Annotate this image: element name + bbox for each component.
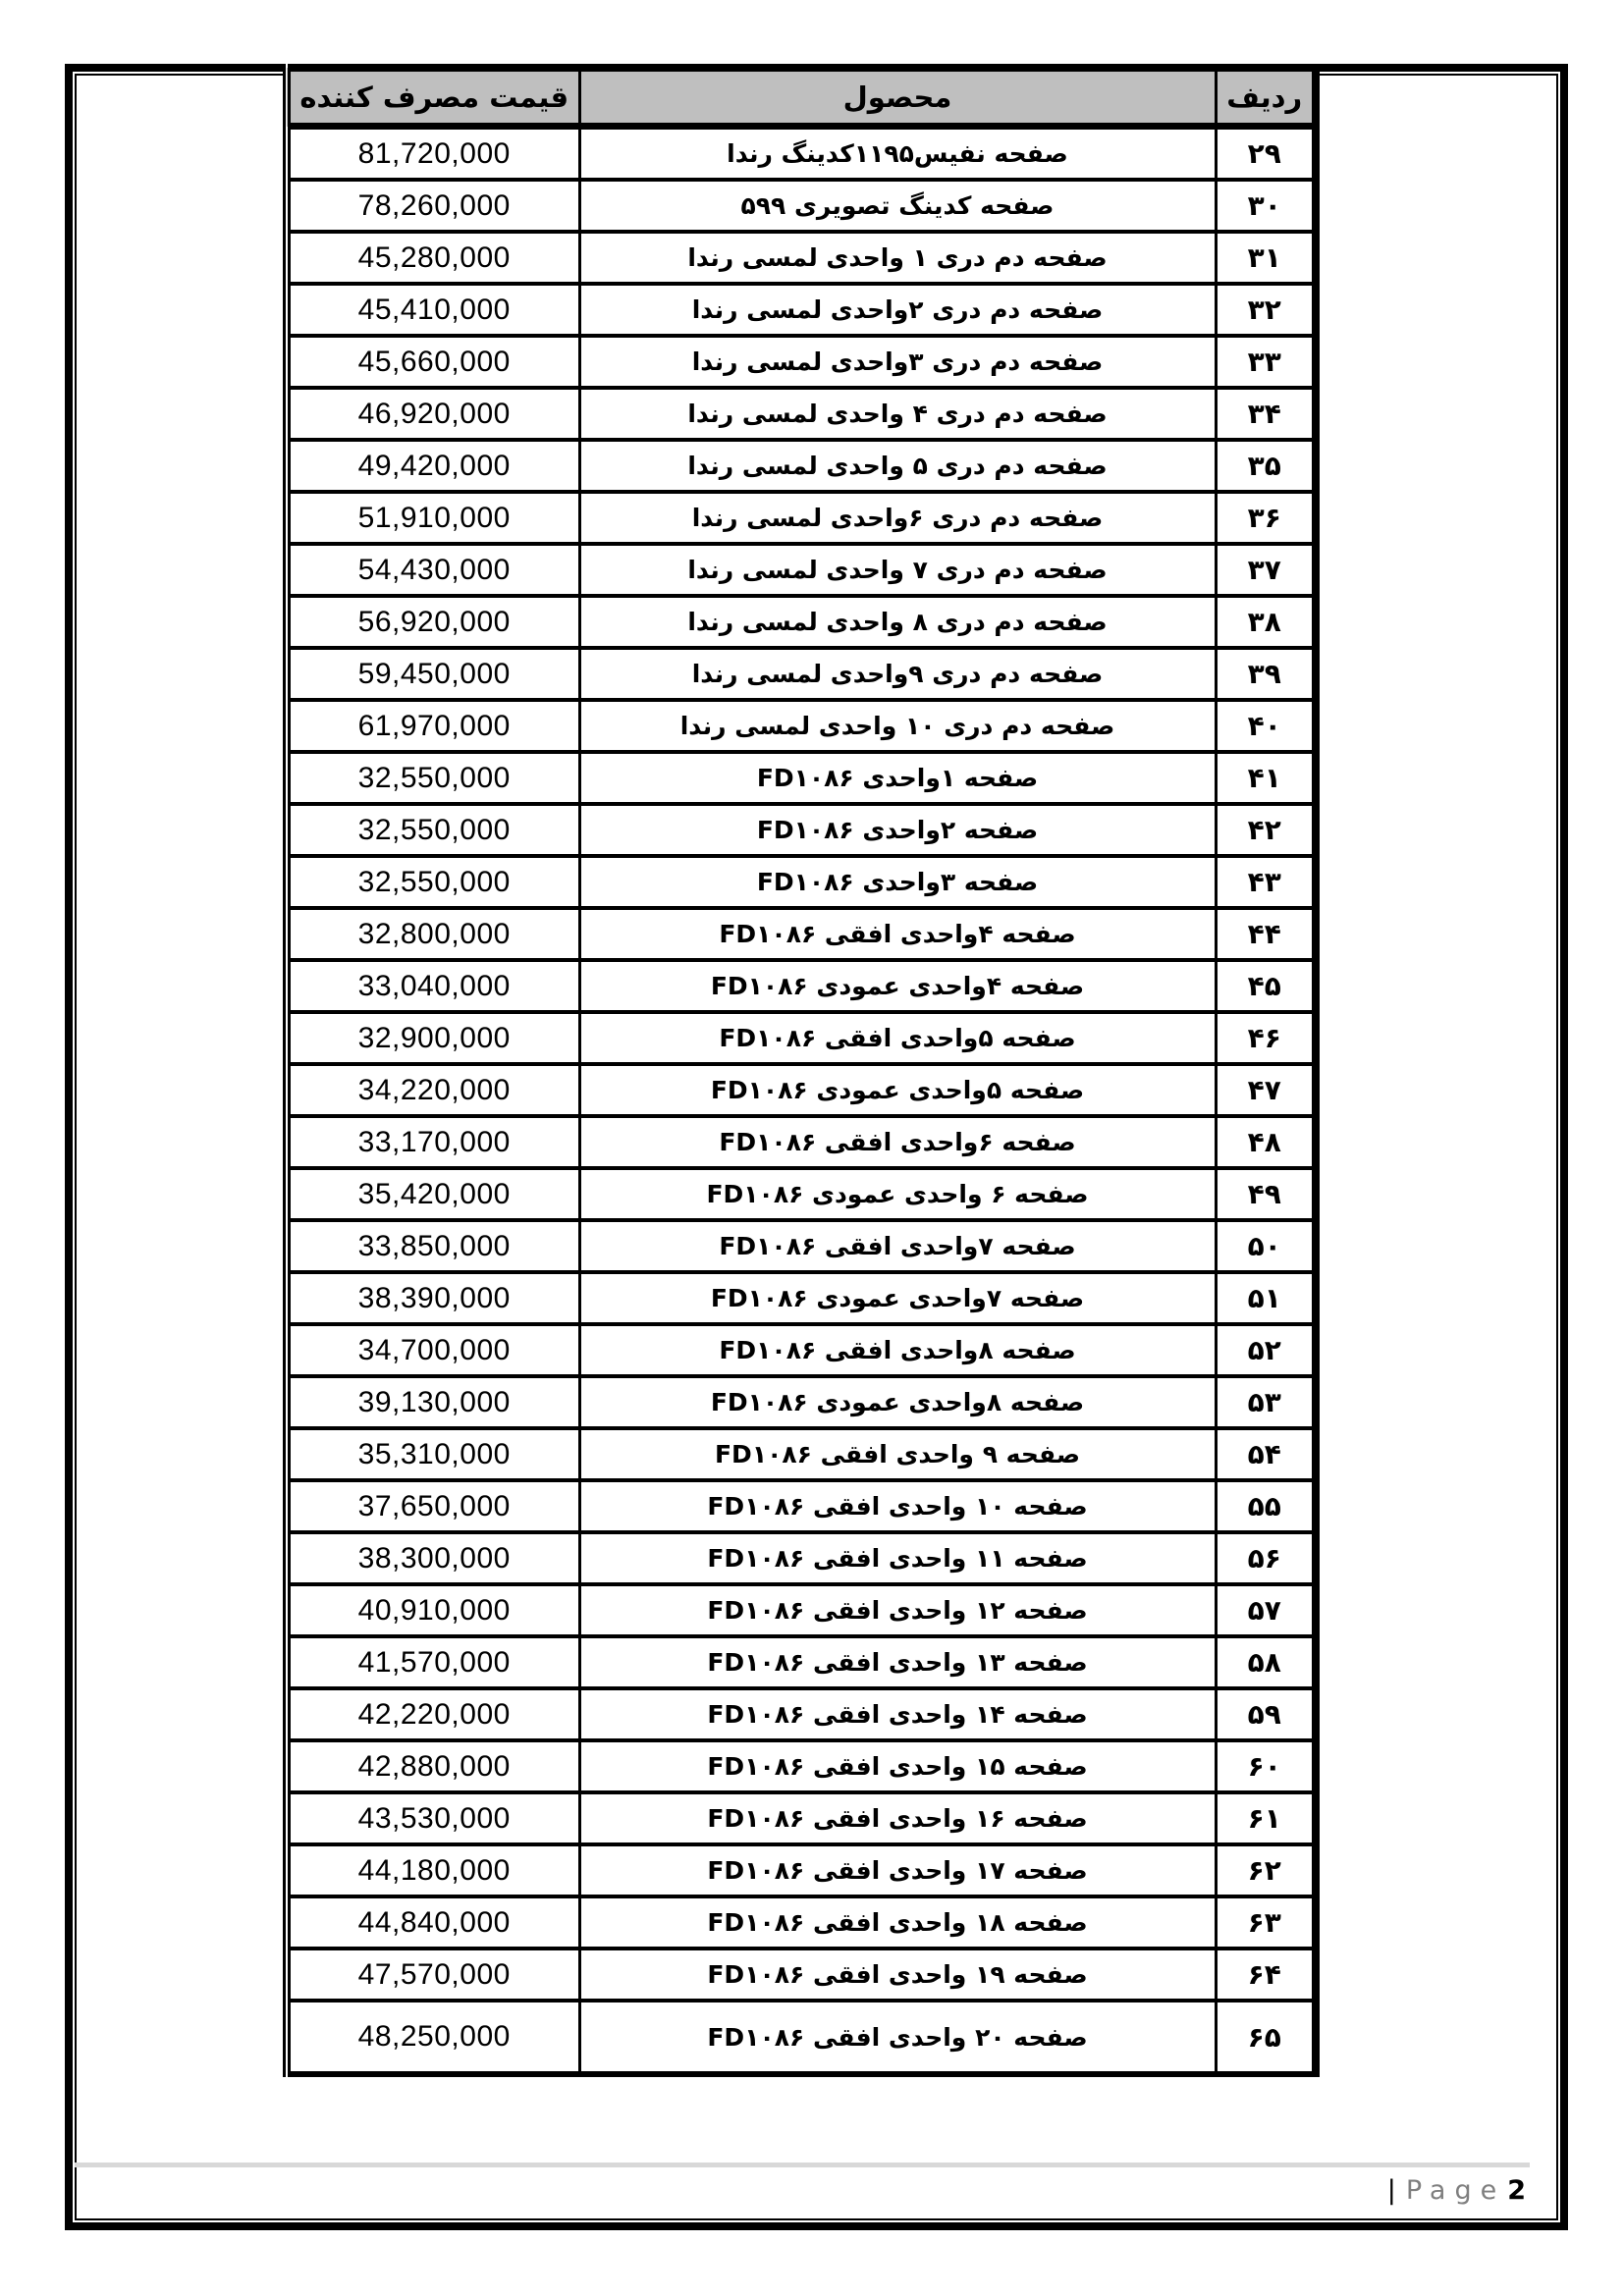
table-row [287, 908, 1316, 960]
product-name-cell: صفحه ۱۱ واحدی افقی FD۱۰۸۶ [579, 1532, 1216, 1584]
consumer-price-cell: 47,570,000 [287, 1949, 579, 2001]
row-number-cell: ۵۹ [1216, 1688, 1316, 1740]
row-number-cell: ۵۴ [1216, 1428, 1316, 1480]
table-row [287, 1896, 1316, 1949]
table-row [287, 1636, 1316, 1688]
row-number-cell: ۴۶ [1216, 1012, 1316, 1064]
table-row [287, 752, 1316, 804]
product-name-cell: صفحه ۱۵ واحدی افقی FD۱۰۸۶ [579, 1740, 1216, 1792]
row-number-cell: ۳۶ [1216, 492, 1316, 544]
consumer-price-cell: 78,260,000 [287, 180, 579, 232]
product-name-cell: صفحه ۶واحدی افقی FD۱۰۸۶ [579, 1116, 1216, 1168]
row-number-cell: ۴۹ [1216, 1168, 1316, 1220]
row-number-cell: ۶۰ [1216, 1740, 1316, 1792]
product-name-cell: صفحه دم دری ۶واحدی لمسی رندا [579, 492, 1216, 544]
consumer-price-cell: 51,910,000 [287, 492, 579, 544]
row-number-cell: ۵۸ [1216, 1636, 1316, 1688]
table-row [287, 1012, 1316, 1064]
row-number-cell: ۴۸ [1216, 1116, 1316, 1168]
product-name-cell: صفحه دم دری ۳واحدی لمسی رندا [579, 336, 1216, 388]
consumer-price-cell: 34,700,000 [287, 1324, 579, 1376]
product-name-cell: صفحه دم دری ۵ واحدی لمسی رندا [579, 440, 1216, 492]
consumer-price-cell: 33,850,000 [287, 1220, 579, 1272]
table-row [287, 1740, 1316, 1792]
header-row-number: ردیف [1216, 68, 1316, 127]
table-row [287, 1324, 1316, 1376]
consumer-price-cell: 45,280,000 [287, 232, 579, 284]
row-number-cell: ۳۳ [1216, 336, 1316, 388]
footer-page-label: Page [1405, 2175, 1506, 2206]
product-name-cell: صفحه کدینگ تصویری ۵۹۹ [579, 180, 1216, 232]
row-number-cell: ۳۵ [1216, 440, 1316, 492]
product-name-cell: صفحه ۸واحدی عمودی FD۱۰۸۶ [579, 1376, 1216, 1428]
row-number-cell: ۴۵ [1216, 960, 1316, 1012]
consumer-price-cell: 32,800,000 [287, 908, 579, 960]
table-header-row [287, 68, 1316, 127]
table-row [287, 700, 1316, 752]
table-row [287, 1584, 1316, 1636]
product-name-cell: صفحه ۱۹ واحدی افقی FD۱۰۸۶ [579, 1949, 1216, 2001]
consumer-price-cell: 44,840,000 [287, 1896, 579, 1949]
row-number-cell: ۳۹ [1216, 648, 1316, 700]
row-number-cell: ۴۱ [1216, 752, 1316, 804]
product-name-cell: صفحه ۴واحدی عمودی FD۱۰۸۶ [579, 960, 1216, 1012]
consumer-price-cell: 48,250,000 [287, 2001, 579, 2074]
product-name-cell: صفحه ۲واحدی FD۱۰۸۶ [579, 804, 1216, 856]
table-row [287, 1376, 1316, 1428]
row-number-cell: ۴۲ [1216, 804, 1316, 856]
row-number-cell: ۳۴ [1216, 388, 1316, 440]
product-name-cell: صفحه ۱۴ واحدی افقی FD۱۰۸۶ [579, 1688, 1216, 1740]
row-number-cell: ۳۸ [1216, 596, 1316, 648]
table-row [287, 440, 1316, 492]
page-footer [1387, 2171, 1526, 2211]
row-number-cell: ۴۴ [1216, 908, 1316, 960]
table-row [287, 1532, 1316, 1584]
table-row [287, 180, 1316, 232]
consumer-price-cell: 56,920,000 [287, 596, 579, 648]
footer-divider [75, 2163, 1530, 2167]
product-name-cell: صفحه ۱۳ واحدی افقی FD۱۰۸۶ [579, 1636, 1216, 1688]
row-number-cell: ۵۷ [1216, 1584, 1316, 1636]
row-number-cell: ۵۲ [1216, 1324, 1316, 1376]
product-name-cell: صفحه دم دری ۲واحدی لمسی رندا [579, 284, 1216, 336]
consumer-price-cell: 32,550,000 [287, 856, 579, 908]
row-number-cell: ۶۲ [1216, 1844, 1316, 1896]
product-name-cell: صفحه ۱۷ واحدی افقی FD۱۰۸۶ [579, 1844, 1216, 1896]
row-number-cell: ۳۰ [1216, 180, 1316, 232]
row-number-cell: ۵۱ [1216, 1272, 1316, 1324]
table-row [287, 1949, 1316, 2001]
row-number-cell: ۴۰ [1216, 700, 1316, 752]
consumer-price-cell: 61,970,000 [287, 700, 579, 752]
table-row [287, 1428, 1316, 1480]
consumer-price-cell: 32,550,000 [287, 804, 579, 856]
table-row [287, 284, 1316, 336]
product-name-cell: صفحه ۱واحدی FD۱۰۸۶ [579, 752, 1216, 804]
header-consumer-price: قیمت مصرف کننده [287, 68, 579, 127]
product-name-cell: صفحه دم دری ۱ واحدی لمسی رندا [579, 232, 1216, 284]
consumer-price-cell: 38,300,000 [287, 1532, 579, 1584]
product-name-cell: صفحه نفیس۱۱۹۵کدینگ رندا [579, 127, 1216, 181]
table-row [287, 2001, 1316, 2074]
consumer-price-cell: 45,660,000 [287, 336, 579, 388]
consumer-price-cell: 38,390,000 [287, 1272, 579, 1324]
row-number-cell: ۵۵ [1216, 1480, 1316, 1532]
product-name-cell: صفحه دم دری ۱۰ واحدی لمسی رندا [579, 700, 1216, 752]
consumer-price-cell: 33,040,000 [287, 960, 579, 1012]
table-row [287, 492, 1316, 544]
product-name-cell: صفحه ۱۰ واحدی افقی FD۱۰۸۶ [579, 1480, 1216, 1532]
table-row [287, 1480, 1316, 1532]
footer-page-number: 2 [1507, 2175, 1526, 2206]
table-row [287, 127, 1316, 181]
row-number-cell: ۶۴ [1216, 1949, 1316, 2001]
product-name-cell: صفحه ۸واحدی افقی FD۱۰۸۶ [579, 1324, 1216, 1376]
consumer-price-cell: 39,130,000 [287, 1376, 579, 1428]
table-row [287, 856, 1316, 908]
consumer-price-cell: 34,220,000 [287, 1064, 579, 1116]
consumer-price-cell: 44,180,000 [287, 1844, 579, 1896]
row-number-cell: ۳۲ [1216, 284, 1316, 336]
row-number-cell: ۲۹ [1216, 127, 1316, 181]
row-number-cell: ۶۳ [1216, 1896, 1316, 1949]
table-row [287, 1116, 1316, 1168]
consumer-price-cell: 37,650,000 [287, 1480, 579, 1532]
consumer-price-cell: 59,450,000 [287, 648, 579, 700]
product-name-cell: صفحه ۷واحدی افقی FD۱۰۸۶ [579, 1220, 1216, 1272]
product-name-cell: صفحه ۲۰ واحدی افقی FD۱۰۸۶ [579, 2001, 1216, 2074]
row-number-cell: ۵۳ [1216, 1376, 1316, 1428]
table-row [287, 232, 1316, 284]
header-product: محصول [579, 68, 1216, 127]
consumer-price-cell: 42,880,000 [287, 1740, 579, 1792]
row-number-cell: ۴۳ [1216, 856, 1316, 908]
product-name-cell: صفحه دم دری ۹واحدی لمسی رندا [579, 648, 1216, 700]
product-name-cell: صفحه ۵واحدی افقی FD۱۰۸۶ [579, 1012, 1216, 1064]
product-name-cell: صفحه دم دری ۷ واحدی لمسی رندا [579, 544, 1216, 596]
product-name-cell: صفحه ۱۶ واحدی افقی FD۱۰۸۶ [579, 1792, 1216, 1844]
consumer-price-cell: 41,570,000 [287, 1636, 579, 1688]
row-number-cell: ۳۷ [1216, 544, 1316, 596]
product-name-cell: صفحه ۶ واحدی عمودی FD۱۰۸۶ [579, 1168, 1216, 1220]
row-number-cell: ۳۱ [1216, 232, 1316, 284]
product-name-cell: صفحه ۹ واحدی افقی FD۱۰۸۶ [579, 1428, 1216, 1480]
table-row [287, 1168, 1316, 1220]
footer-separator: | [1386, 2175, 1396, 2206]
product-name-cell: صفحه ۵واحدی عمودی FD۱۰۸۶ [579, 1064, 1216, 1116]
consumer-price-cell: 35,310,000 [287, 1428, 579, 1480]
product-name-cell: صفحه دم دری ۴ واحدی لمسی رندا [579, 388, 1216, 440]
row-number-cell: ۶۱ [1216, 1792, 1316, 1844]
table-row [287, 388, 1316, 440]
consumer-price-cell: 45,410,000 [287, 284, 579, 336]
table-row [287, 1688, 1316, 1740]
table-row [287, 1220, 1316, 1272]
table-row [287, 960, 1316, 1012]
row-number-cell: ۴۷ [1216, 1064, 1316, 1116]
product-name-cell: صفحه ۱۸ واحدی افقی FD۱۰۸۶ [579, 1896, 1216, 1949]
product-name-cell: صفحه ۳واحدی FD۱۰۸۶ [579, 856, 1216, 908]
product-name-cell: صفحه ۷واحدی عمودی FD۱۰۸۶ [579, 1272, 1216, 1324]
consumer-price-cell: 49,420,000 [287, 440, 579, 492]
price-table [283, 64, 1320, 2077]
table-row [287, 1064, 1316, 1116]
consumer-price-cell: 43,530,000 [287, 1792, 579, 1844]
row-number-cell: ۶۵ [1216, 2001, 1316, 2074]
consumer-price-cell: 42,220,000 [287, 1688, 579, 1740]
table-row [287, 1272, 1316, 1324]
row-number-cell: ۵۰ [1216, 1220, 1316, 1272]
table-body [287, 127, 1316, 2075]
product-name-cell: صفحه ۴واحدی افقی FD۱۰۸۶ [579, 908, 1216, 960]
consumer-price-cell: 46,920,000 [287, 388, 579, 440]
table-row [287, 336, 1316, 388]
table-row [287, 804, 1316, 856]
consumer-price-cell: 32,900,000 [287, 1012, 579, 1064]
consumer-price-cell: 81,720,000 [287, 127, 579, 181]
row-number-cell: ۵۶ [1216, 1532, 1316, 1584]
product-name-cell: صفحه ۱۲ واحدی افقی FD۱۰۸۶ [579, 1584, 1216, 1636]
consumer-price-cell: 33,170,000 [287, 1116, 579, 1168]
table-row [287, 544, 1316, 596]
consumer-price-cell: 35,420,000 [287, 1168, 579, 1220]
table-row [287, 596, 1316, 648]
table-row [287, 648, 1316, 700]
table-row [287, 1844, 1316, 1896]
product-name-cell: صفحه دم دری ۸ واحدی لمسی رندا [579, 596, 1216, 648]
consumer-price-cell: 32,550,000 [287, 752, 579, 804]
consumer-price-cell: 40,910,000 [287, 1584, 579, 1636]
table-row [287, 1792, 1316, 1844]
consumer-price-cell: 54,430,000 [287, 544, 579, 596]
